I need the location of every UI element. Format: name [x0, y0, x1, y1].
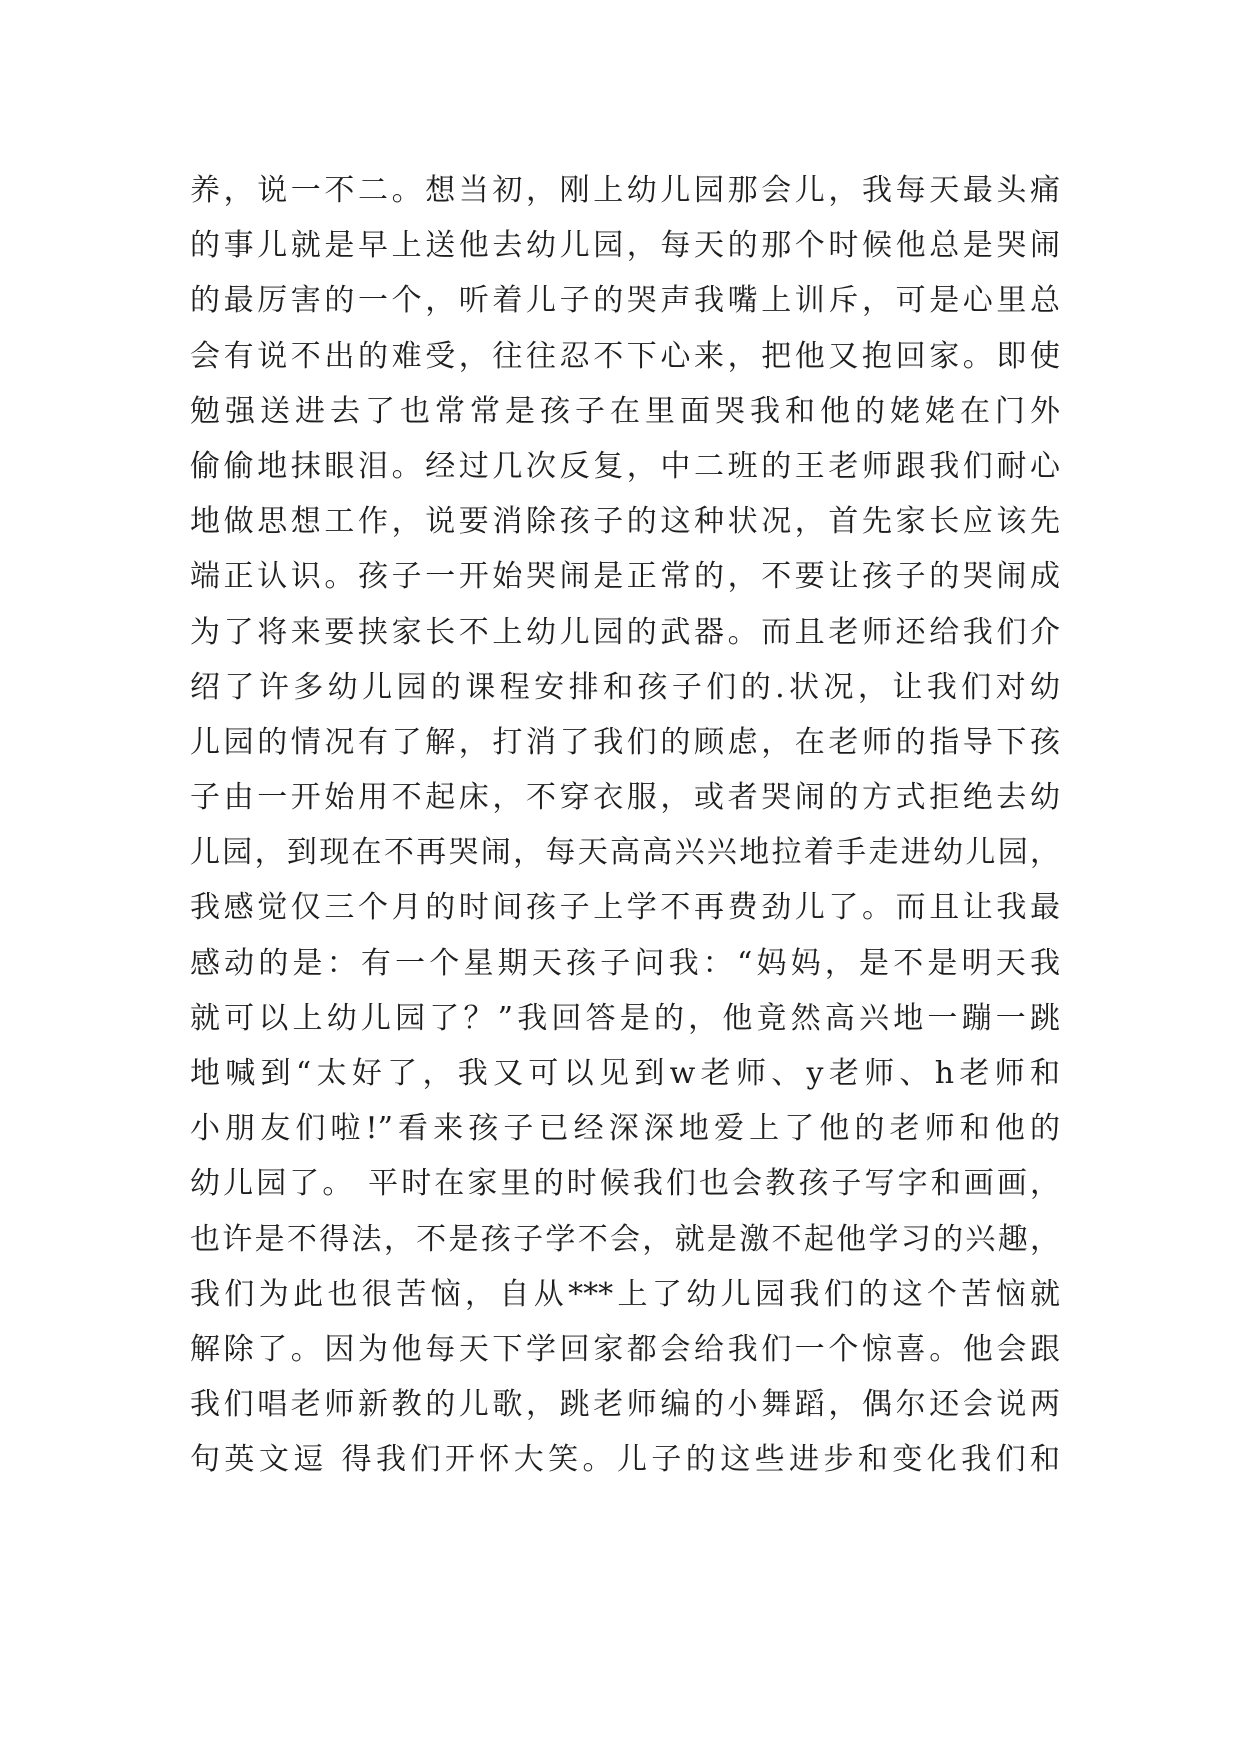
text-line: 解除了。因为他每天下学回家都会给我们一个惊喜。他会跟 [190, 1331, 1060, 1367]
text-line: 我们唱老师新教的儿歌，跳老师编的小舞蹈，偶尔还会说两 [190, 1387, 1060, 1423]
text-line: 的最厉害的一个，听着儿子的哭声我嘴上训斥，可是心里总 [190, 283, 1060, 319]
text-line: 感动的是：有一个星期天孩子问我：“妈妈，是不是明天我 [190, 945, 1060, 981]
text-line: 地喊到“太好了，我又可以见到w老师、y老师、h老师和 [190, 1056, 1060, 1091]
text-line: 也许是不得法，不是孩子学不会，就是激不起他学习的兴趣， [190, 1221, 1060, 1257]
body-text [190, 163, 1060, 1488]
text-line: 会有说不出的难受，往往忍不下心来，把他又抱回家。即使 [190, 338, 1060, 374]
text-line: 绍了许多幼儿园的课程安排和孩子们的.状况，让我们对幼 [190, 669, 1060, 705]
text-line: 儿园，到现在不再哭闹，每天高高兴兴地拉着手走进幼儿园， [190, 835, 1060, 871]
text-line: 端正认识。孩子一开始哭闹是正常的，不要让孩子的哭闹成 [190, 559, 1060, 595]
text-line: 就可以上幼儿园了？”我回答是的，他竟然高兴地一蹦一跳 [190, 1000, 1060, 1036]
text-line: 的事儿就是早上送他去幼儿园，每天的那个时候他总是哭闹 [190, 228, 1060, 264]
text-line: 句英文逗 得我们开怀大笑。儿子的这些进步和变化我们和 [190, 1442, 1060, 1478]
text-line: 养，说一不二。想当初，刚上幼儿园那会儿，我每天最头痛 [190, 173, 1060, 208]
text-line: 地做思想工作，说要消除孩子的这种状况，首先家长应该先 [190, 504, 1060, 540]
text-line: 幼儿园了。 平时在家里的时候我们也会教孩子写字和画画， [190, 1166, 1060, 1202]
text-line: 我感觉仅三个月的时间孩子上学不再费劲儿了。而且让我最 [190, 890, 1060, 926]
text-line: 偷偷地抹眼泪。经过几次反复，中二班的王老师跟我们耐心 [190, 448, 1060, 484]
text-line: 小朋友们啦!”看来孩子已经深深地爱上了他的老师和他的 [190, 1111, 1060, 1147]
text-line: 子由一开始用不起床，不穿衣服，或者哭闹的方式拒绝去幼 [190, 780, 1060, 816]
text-line: 我们为此也很苦恼，自从***上了幼儿园我们的这个苦恼就 [190, 1276, 1060, 1312]
text-line: 儿园的情况有了解，打消了我们的顾虑，在老师的指导下孩 [190, 724, 1060, 760]
text-line: 勉强送进去了也常常是孩子在里面哭我和他的姥姥在门外 [190, 393, 1060, 429]
text-line: 为了将来要挟家长不上幼儿园的武器。而且老师还给我们介 [190, 614, 1060, 650]
